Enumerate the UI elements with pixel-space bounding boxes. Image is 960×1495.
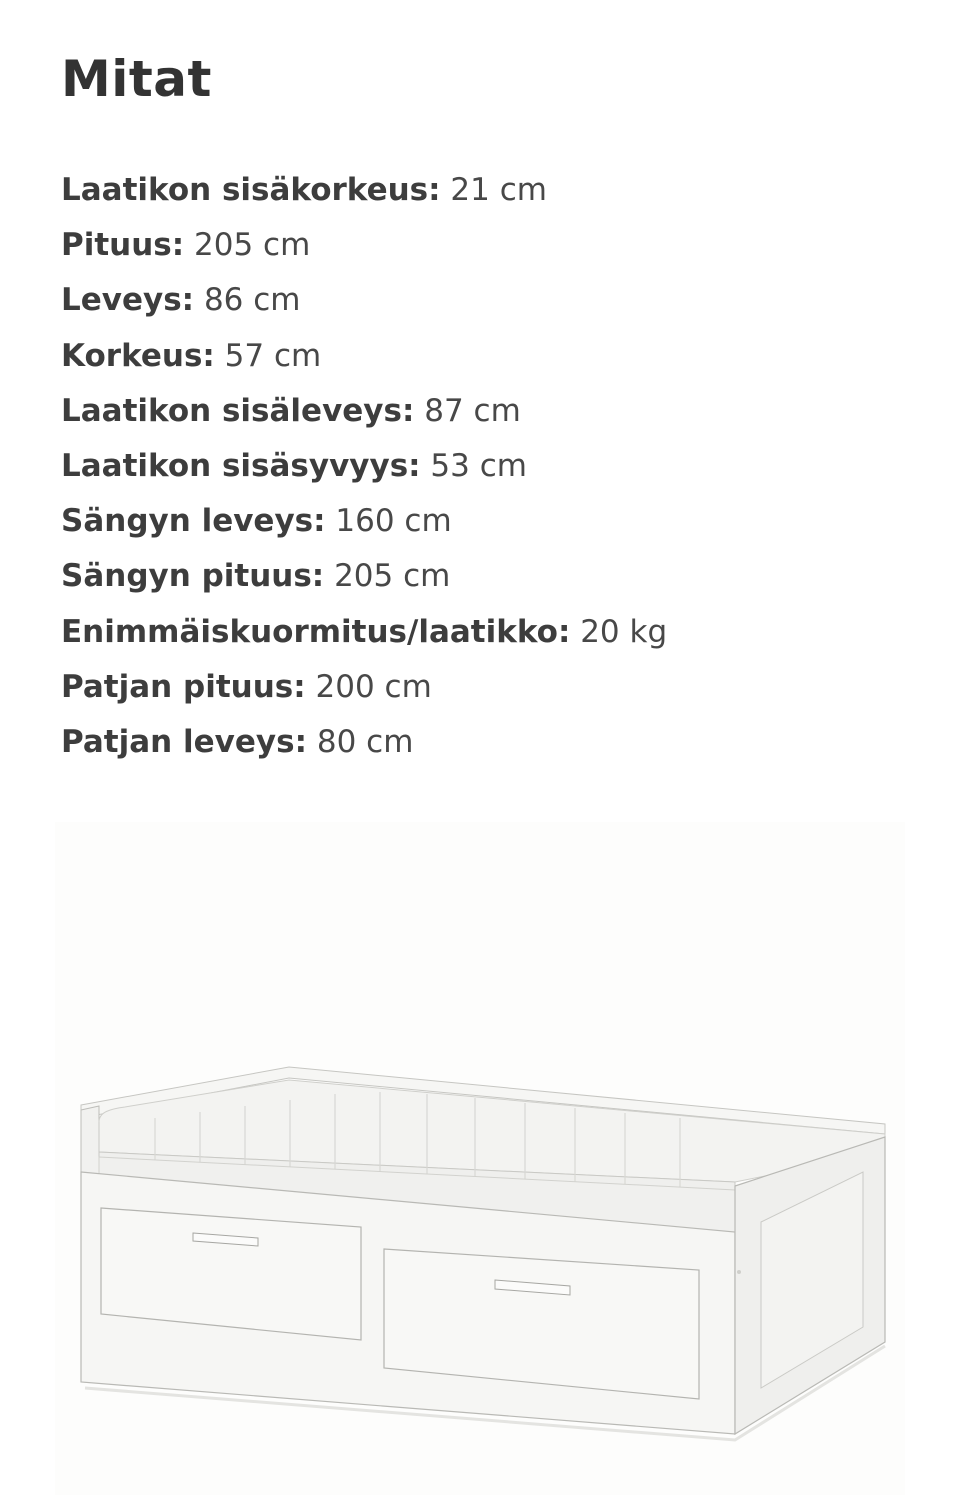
- spec-label: Leveys:: [61, 282, 195, 319]
- daybed-illustration: [55, 822, 905, 1495]
- spec-label: Sängyn pituus:: [61, 558, 325, 595]
- spec-label: Laatikon sisäsyvyys:: [61, 447, 421, 484]
- spec-value: 80 cm: [316, 723, 414, 760]
- dimensions-list: [61, 168, 667, 775]
- spec-value: 21 cm: [450, 172, 547, 208]
- spec-value: 20 kg: [580, 613, 668, 650]
- spec-row-width: [61, 278, 667, 333]
- spec-label: Laatikon sisäkorkeus:: [61, 172, 441, 208]
- spec-row-length: [61, 223, 667, 278]
- spec-value: 87 cm: [424, 392, 521, 429]
- spec-row-mattress-length: [61, 665, 667, 720]
- spec-value: 160 cm: [335, 503, 452, 540]
- product-image-area: [55, 822, 905, 1495]
- spec-row-max-load-per-drawer: [61, 610, 667, 665]
- spec-value: 57 cm: [224, 337, 322, 374]
- spec-row-bed-length: [61, 554, 667, 609]
- spec-row-inner-drawer-height: [61, 168, 667, 223]
- spec-row-inner-drawer-width: [61, 389, 667, 444]
- spec-value: 205 cm: [334, 558, 451, 595]
- spec-label: Patjan leveys:: [61, 723, 307, 760]
- spec-value: 86 cm: [203, 282, 301, 319]
- spec-row-mattress-width: [61, 720, 667, 775]
- spec-value: 205 cm: [194, 227, 311, 264]
- spec-row-height: [61, 334, 667, 389]
- page-title: Mitat: [61, 50, 212, 108]
- spec-value: 53 cm: [430, 447, 527, 484]
- spec-label: Sängyn leveys:: [61, 503, 326, 540]
- spec-row-bed-width: [61, 499, 667, 554]
- spec-row-inner-drawer-depth: [61, 444, 667, 499]
- spec-label: Pituus:: [61, 227, 185, 264]
- spec-label: Patjan pituus:: [61, 668, 306, 705]
- spec-label: Laatikon sisäleveys:: [61, 392, 415, 429]
- spec-label: Enimmäiskuormitus/laatikko:: [61, 613, 571, 650]
- bed-fitting-dot: [737, 1270, 741, 1274]
- spec-value: 200 cm: [315, 668, 432, 705]
- spec-label: Korkeus:: [61, 337, 215, 374]
